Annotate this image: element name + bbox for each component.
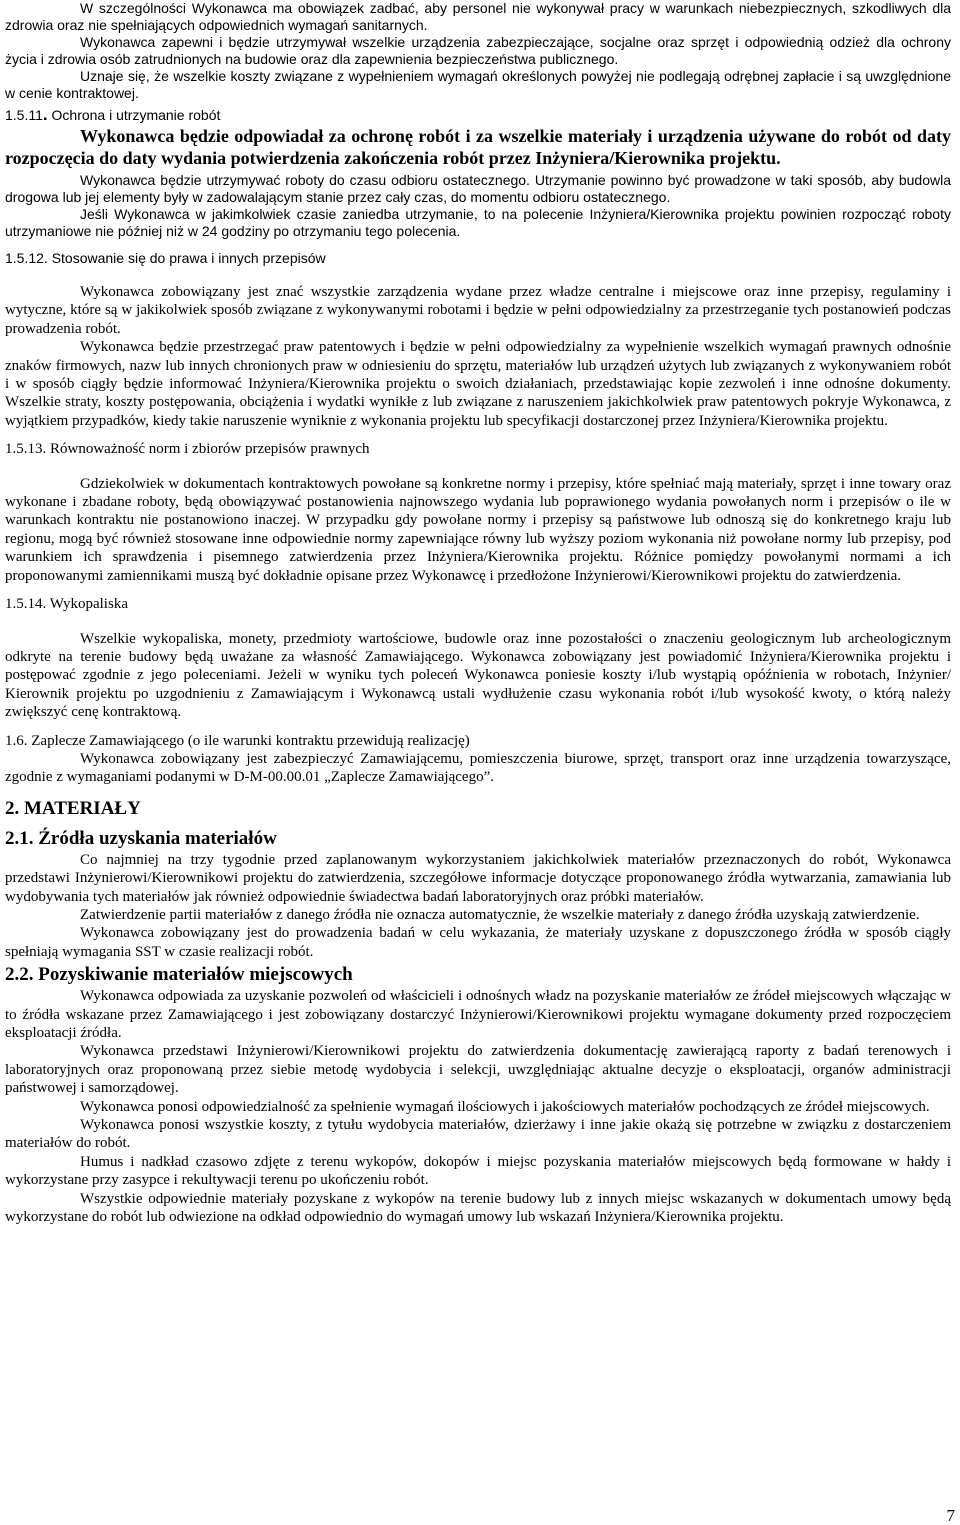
- section-title: Ochrona i utrzymanie robót: [47, 107, 221, 123]
- section-heading-2-1: 2.1. Źródła uzyskania materiałów: [5, 827, 277, 849]
- paragraph: Jeśli Wykonawca w jakimkolwiek czasie zaniedba utrzymanie, to na polecenie Inżyniera/Kierownika projektu powinien rozpocząć roboty utrzymaniowe nie później niż w 24 godziny po otrzymaniu tego polecenia.: [5, 206, 951, 239]
- paragraph: Gdziekolwiek w dokumentach kontraktowych powołane są konkretne normy i przepisy, które spełniać mają materiały, sprzęt i inne towary oraz wykonane i zbadane roboty, będą obowiązywać postanowienia najnowszego wydania lub poprawionego wydania powołanych norm i przepisów o ile w warunkach kontraktu nie postanowiono inaczej. W przypadku gdy powołane normy i przepisy są państwowe lub odnoszą się do konkretnego kraju lub regionu, mogą być również stosowane inne odpowiednie normy zapewniające równy lub wyższy poziom wykonania niż powołane normy lub przepisy, pod warunkiem ich sprawdzenia i pisemnego zatwierdzenia przez Inżyniera/Kierownika projektu. Różnice pomiędzy powołanymi normami a ich proponowanymi zamiennikami muszą być dokładnie opisane przez Wykonawcę i przedłożone Inżynierowi/Kierownikowi projektu do zatwierdzenia.: [5, 475, 951, 584]
- paragraph: Wykonawca będzie utrzymywać roboty do czasu odbioru ostatecznego. Utrzymanie powinno być prowadzone w taki sposób, aby budowla drogowa lub jej elementy były w zadowalającym stanie przez cały czas, do momentu odbioru ostatecznego.: [5, 172, 951, 205]
- paragraph: Wykonawca będzie przestrzegać praw patentowych i będzie w pełni odpowiedzialny za wypełnienie wszelkich wymagań prawnych odnośnie znaków firmowych, nazw lub innych chronionych praw w odniesieniu do sprzętu, materiałów lub urządzeń użytych lub związanych z wykonywaniem robót i w sposób ciągły będzie informować Inżyniera/Kierownika projektu o swoich działaniach, przedstawiając kopie zezwoleń i inne odnośne dokumenty. Wszelkie straty, koszty postępowania, obciążenia i wydatki wynikłe z lub związane z naruszeniem jakichkolwiek praw patentowych pokryje Wykonawca, z wyjątkiem przypadków, kiedy takie naruszenie wyniknie z wykonania projektu lub specyfikacji dostarczonej przez Inżyniera/Kierownika projektu.: [5, 339, 951, 429]
- section-title: Wykopaliska: [46, 596, 128, 613]
- paragraph: Wykonawca ponosi wszystkie koszty, z tytułu wydobycia materiałów, dzierżawy i inne jakie okażą się potrzebne w związku z dostarczeniem materiałów do robót.: [5, 1117, 951, 1152]
- section-heading-1-5-14: [5, 595, 951, 613]
- paragraph: Wykonawca odpowiada za uzyskanie pozwoleń od właścicieli i odnośnych władz na pozyskanie materiałów ze źródeł miejscowych włączając w to źródła wskazane przez Zamawiającego i jest zobowiązany dostarczyć Inżynierowi/Kierownikowi projektu wymagane dokumenty przed rozpoczęciem eksploatacji źródła.: [5, 988, 951, 1041]
- section-dot: .: [42, 596, 47, 613]
- document-page: [5, 0, 951, 1226]
- section-heading-1-5-11: [5, 106, 951, 124]
- paragraph: Zatwierdzenie partii materiałów z danego źródła nie oznacza automatycznie, że wszelkie materiały z danego źródła uzyskają zatwierdzenie.: [80, 906, 920, 923]
- paragraph: Wszelkie wykopaliska, monety, przedmioty wartościowe, budowle oraz inne pozostałości o znaczeniu geologicznym lub archeologicznym odkryte na terenie budowy będą uważane za własność Zamawiającego. Wykonawca zobowiązany jest powiadomić Inżyniera/Kierownika projektu i postępować zgodnie z jego poleceniami. Jeżeli w wyniku tych poleceń Wykonawca poniesie koszty i/lub wystąpią opóźnienia w robotach, Inżynier/ Kierownik projektu po uzgodnieniu z Zamawiającym i Wykonawcą ustali wydłużenie czasu wykonania robót i/lub wysokość kwoty, o którą należy zwiększyć cenę kontraktową.: [5, 630, 951, 721]
- chapter-heading-materialy: 2. MATERIAŁY: [5, 797, 141, 819]
- paragraph: Wykonawca zapewni i będzie utrzymywał wszelkie urządzenia zabezpieczające, socjalne oraz sprzęt i odpowiednią odzież dla ochrony życia i zdrowia osób zatrudnionych na budowie oraz dla zapewnienia bezpieczeństwa publicznego.: [5, 34, 951, 67]
- paragraph: Co najmniej na trzy tygodnie przed zaplanowanym wykorzystaniem jakichkolwiek materiałów przeznaczonych do robót, Wykonawca przedstawi Inżynierowi/Kierownikowi projektu do zatwierdzenia, szczegółowe informacje dotyczące proponowanego źródła wytwarzania, zamawiania lub wydobywania tych materiałów jak również odpowiednie świadectwa badań laboratoryjnych oraz próbki materiałów.: [5, 851, 951, 905]
- paragraph: Wykonawca zobowiązany jest znać wszystkie zarządzenia wydane przez władze centralne i miejscowe oraz inne przepisy, regulaminy i wytyczne, które są w jakikolwiek sposób związane z wykonywanymi robotami i będzie w pełni odpowiedzialny za przestrzeganie tych postanowień podczas prowadzenia robót.: [5, 284, 951, 337]
- section-number: 1.5.14: [5, 596, 43, 613]
- paragraph: Humus i nadkład czasowo zdjęte z terenu wykopów, dokopów i miejsc pozyskania materiałów miejscowych będą formowane w hałdy i wykorzystane przy zasypce i rekultywacji terenu po ukończeniu robót.: [5, 1153, 951, 1189]
- section-dot: .: [42, 105, 48, 124]
- section-heading-1-5-12: 1.5.12. Stosowanie się do prawa i innych przepisów: [5, 250, 326, 266]
- paragraph: Wszystkie odpowiednie materiały pozyskane z wykopów na terenie budowy lub z innych miejsc wskazanych w dokumentach umowy będą wykorzystane do robót lub odwiezione na odkład odpowiednio do wymagań umowy lub wskazań Inżyniera/Kierownika projektu.: [5, 1190, 951, 1226]
- paragraph: Wykonawca zobowiązany jest zabezpieczyć Zamawiającemu, pomieszczenia biurowe, sprzęt, transport oraz inne urządzenia towarzyszące, zgodnie z wymaganiami podanymi w D-M-00.00.01 „Zaplecze Zamawiającego”.: [5, 750, 951, 786]
- paragraph: Wykonawca zobowiązany jest do prowadzenia badań w celu wykazania, że materiały uzyskane z dopuszczonego źródła w sposób ciągły spełniają wymagania SST w czasie realizacji robót.: [5, 925, 951, 960]
- section-heading-1-5-13: 1.5.13. Równoważność norm i zbiorów przepisów prawnych: [5, 441, 370, 458]
- paragraph: Uznaje się, że wszelkie koszty związane z wypełnieniem wymagań określonych powyżej nie podlegają odrębnej zapłacie i są uwzględnione w cenie kontraktowej.: [5, 68, 951, 101]
- page-number: 7: [946, 1505, 955, 1525]
- bold-lead-paragraph: Wykonawca będzie odpowiadał za ochronę robót i za wszelkie materiały i urządzenia używane do robót od daty rozpoczęcia do daty wydania potwierdzenia zakończenia robót przez Inżyniera/Kierownika projektu.: [5, 126, 951, 168]
- section-number: 1.5.11: [5, 107, 43, 123]
- paragraph: Wykonawca przedstawi Inżynierowi/Kierownikowi projektu do zatwierdzenia dokumentację zawierającą raporty z badań terenowych i laboratoryjnych oraz proponowaną przez siebie metodę wydobycia i selekcji, uwzględniając aktualne decyzje o eksploatacji, organów administracji państwowej i samorządowej.: [5, 1043, 951, 1097]
- section-heading-1-6: 1.6. Zaplecze Zamawiającego (o ile warunki kontraktu przewidują realizację): [5, 732, 470, 749]
- paragraph: W szczególności Wykonawca ma obowiązek zadbać, aby personel nie wykonywał pracy w warunkach niebezpiecznych, szkodliwych dla zdrowia oraz nie spełniających odpowiednich wymagań sanitarnych.: [5, 0, 951, 33]
- paragraph: Wykonawca ponosi odpowiedzialność za spełnienie wymagań ilościowych i jakościowych materiałów pochodzących ze źródeł miejscowych.: [80, 1098, 930, 1115]
- section-heading-2-2: 2.2. Pozyskiwanie materiałów miejscowych: [5, 964, 353, 986]
